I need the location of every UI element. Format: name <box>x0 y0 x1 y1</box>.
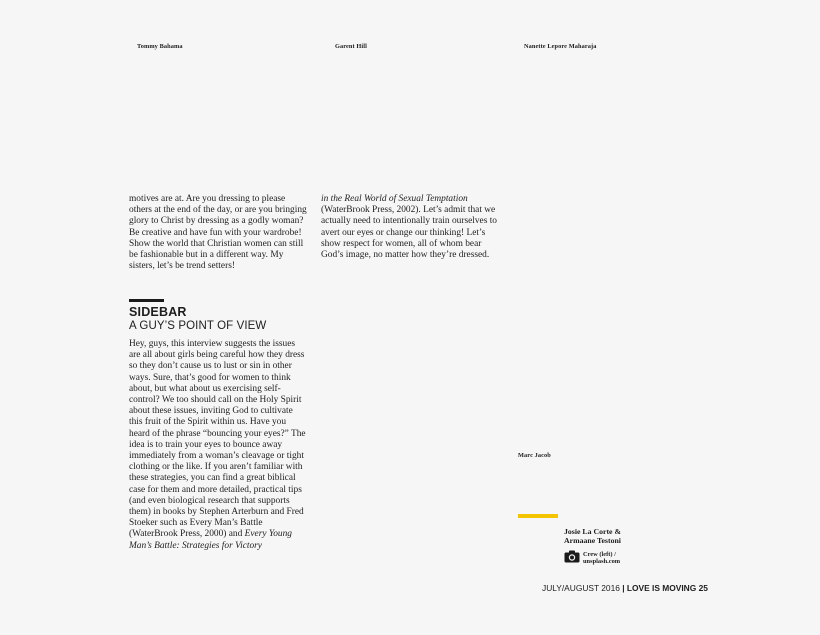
article-body-right-text: (WaterBrook Press, 2002). Let’s admit that we actually need to intentionally train ourselves to avert our eyes or change our thinking! Let’s show respect for women, all of whom bear God’s image, no matter how they’re dressed. <box>321 205 497 261</box>
page-footer <box>542 583 708 593</box>
footer-issue: JULY/AUGUST 2016 <box>542 583 620 593</box>
sidebar-title: SIDEBAR <box>129 305 187 319</box>
footer-separator: | <box>622 583 625 593</box>
photo-caption-tommy-bahama: Tommy Bahama <box>137 43 183 50</box>
sidebar-body-book-title: Every Young Man’s Battle: Strategies for Victory <box>129 529 292 551</box>
sidebar-body <box>129 339 308 552</box>
credit-accent-rule <box>518 514 558 518</box>
sidebar-subtitle: A GUY’S POINT OF VIEW <box>129 320 267 332</box>
article-body-left: motives are at. Are you dressing to please others at the end of the day, or are you bringing glory to Christ by dressing as a godly woman? Be creative and have fun with your wardrobe! Show the world that Christian women can still be fashionable but in a different way. My sisters, let’s be trend setters! <box>129 194 307 272</box>
photo-caption-garent-hill: Garent Hill <box>335 43 367 50</box>
photo-caption-marc-jacob: Marc Jacob <box>518 452 551 459</box>
photo-credit-names: Josie La Corte & Armaane Testoni <box>564 527 621 545</box>
sidebar-body-text: Hey, guys, this interview suggests the issues are all about girls being careful how they dress so they don’t cause us to lust or sin in other ways. Sure, that’s good for women to think about, but what about us exercising self-control? We too should call on the Holy Spirit about these issues, inviting God to cultivate this fruit of the Spirit within us. Have you heard of the phrase “bouncing your eyes?” The idea is to train your eyes to bounce away immediately from a woman’s cleavage or tight clothing or the like. If you aren’t familiar with these strategies, you can find a great biblical case for them and more detailed, practical tips (and even biological research that supports them) in books by Stephen Arterburn and Fred Stoeker such as Every Man’s Battle (WaterBrook Press, 2000) and <box>129 339 306 540</box>
article-body-right <box>321 194 499 261</box>
book-title-continued: in the Real World of Sexual Temptation <box>321 194 468 204</box>
photo-caption-nanette-lepore: Nanette Lepore Maharaja <box>524 43 597 50</box>
photo-credit-source: Crew (left) / unsplash.com <box>583 551 621 566</box>
camera-icon <box>564 550 580 563</box>
sidebar-rule <box>129 299 164 302</box>
footer-magazine: LOVE IS MOVING <box>626 583 697 593</box>
footer-page-number: 25 <box>698 583 708 593</box>
